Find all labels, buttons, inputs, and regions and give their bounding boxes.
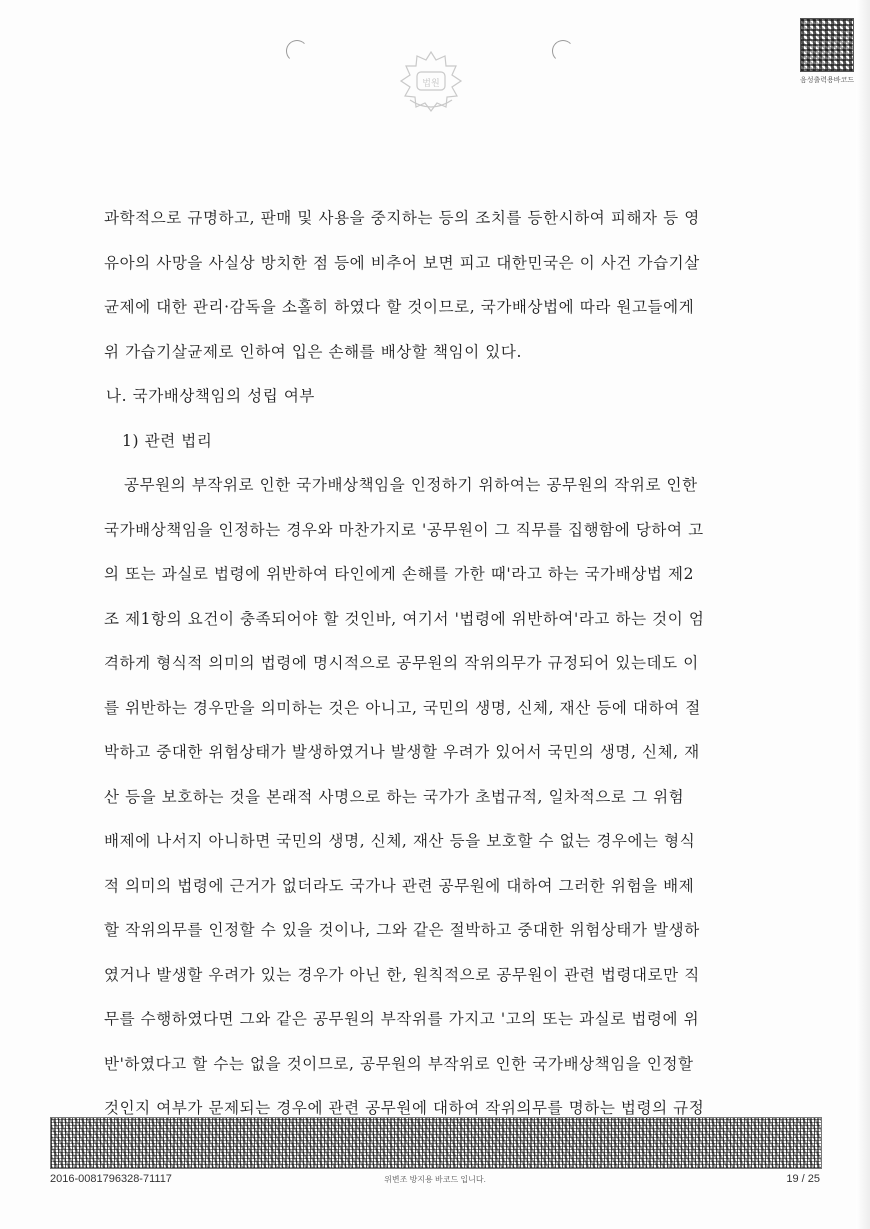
- text-line: 배제에 나서지 아니하면 국민의 생명, 신체, 재산 등을 보호할 수 없는 경우에는 형식: [104, 832, 696, 850]
- text-line: 격하게 형식적 의미의 법령에 명시적으로 공무원의 작위의무가 규정되어 있는데도 이: [104, 654, 699, 672]
- section-heading: 나. 국가배상책임의 성립 여부: [106, 387, 315, 405]
- text-line: 공무원의 부작위로 인한 국가배상책임을 인정하기 위하여는 공무원의 작위로 인한: [124, 476, 698, 494]
- top-right-2d-code: [800, 18, 855, 86]
- court-seal-text: 법원: [422, 79, 440, 89]
- text-line: 것인지 여부가 문제되는 경우에 관련 공무원에 대하여 작위의무를 명하는 법령의 규정: [104, 1099, 705, 1117]
- barcode-note: 위변조 방지용 바코드 입니다.: [384, 1175, 486, 1184]
- text-line: 국가배상책임을 인정하는 경우와 마찬가지로 '공무원이 그 직무를 집행함에 당하여 고: [104, 520, 704, 539]
- text-line: 반'하였다고 할 수는 없을 것이므로, 공무원의 부작위로 인한 국가배상책임을 인정할: [104, 1054, 694, 1073]
- text-line: 박하고 중대한 위험상태가 발생하였거나 발생할 우려가 있어서 국민의 생명, 신체, 재: [104, 743, 700, 761]
- current-page: 19: [786, 1173, 799, 1185]
- text-line: 과학적으로 규명하고, 판매 및 사용을 중지하는 등의 조치를 등한시하여 피해자 등 영: [104, 209, 700, 227]
- page-indicator: [786, 1173, 820, 1185]
- text-line: 위 가습기살균제로 인하여 입은 손해를 배상할 책임이 있다.: [104, 342, 522, 361]
- text-line: 였거나 발생할 우려가 있는 경우가 아닌 한, 원칙적으로 공무원이 관련 법령대로만 직: [104, 965, 700, 984]
- punch-hole-mark-right: [552, 40, 574, 62]
- text-line: 의 또는 과실로 법령에 위반하여 타인에게 손해를 가한 때'라고 하는 국가배상법 제2: [104, 565, 695, 583]
- subsection-heading: 1) 관련 법리: [122, 431, 213, 450]
- qr-code-icon: [800, 18, 854, 72]
- document-number: 2016-0081796328-71117: [50, 1173, 172, 1185]
- page-separator: /: [798, 1173, 808, 1185]
- page-footer: [50, 1173, 820, 1189]
- text-line: 균제에 대한 관리·감독을 소홀히 하였다 할 것이므로, 국가배상법에 따라 원고들에게: [104, 298, 695, 316]
- judgment-body-text: [104, 196, 772, 1131]
- text-line: 조 제1항의 요건이 충족되어야 할 것인바, 여기서 '법령에 위반하여'라고 하는 것이 엄: [104, 609, 705, 628]
- anti-forgery-barcode: [50, 1117, 822, 1169]
- qr-code-caption: 음성출력용바코드: [800, 76, 855, 84]
- page-edge-shadow: [856, 0, 870, 1229]
- punch-hole-mark-left: [286, 40, 308, 62]
- text-line: 산 등을 보호하는 것을 본래적 사명으로 하는 국가가 초법규적, 일차적으로 그 위험: [104, 787, 685, 806]
- text-line: 적 의미의 법령에 근거가 없더라도 국가나 관련 공무원에 대하여 그러한 위험을 배제: [104, 876, 695, 895]
- text-line: 할 작위의무를 인정할 수 있을 것이나, 그와 같은 절박하고 중대한 위험상태가 발생하: [104, 921, 700, 939]
- text-line: 를 위반하는 경우만을 의미하는 것은 아니고, 국민의 생명, 신체, 재산 등에 대하여 절: [104, 698, 701, 717]
- text-line: 무를 수행하였다면 그와 같은 공무원의 부작위를 가지고 '고의 또는 과실로 법령에 위: [104, 1010, 700, 1028]
- total-pages: 25: [807, 1173, 820, 1185]
- text-line: 유아의 사망을 사실상 방치한 점 등에 비추어 보면 피고 대한민국은 이 사건 가습기살: [104, 253, 700, 272]
- court-seal-emblem: [396, 48, 466, 118]
